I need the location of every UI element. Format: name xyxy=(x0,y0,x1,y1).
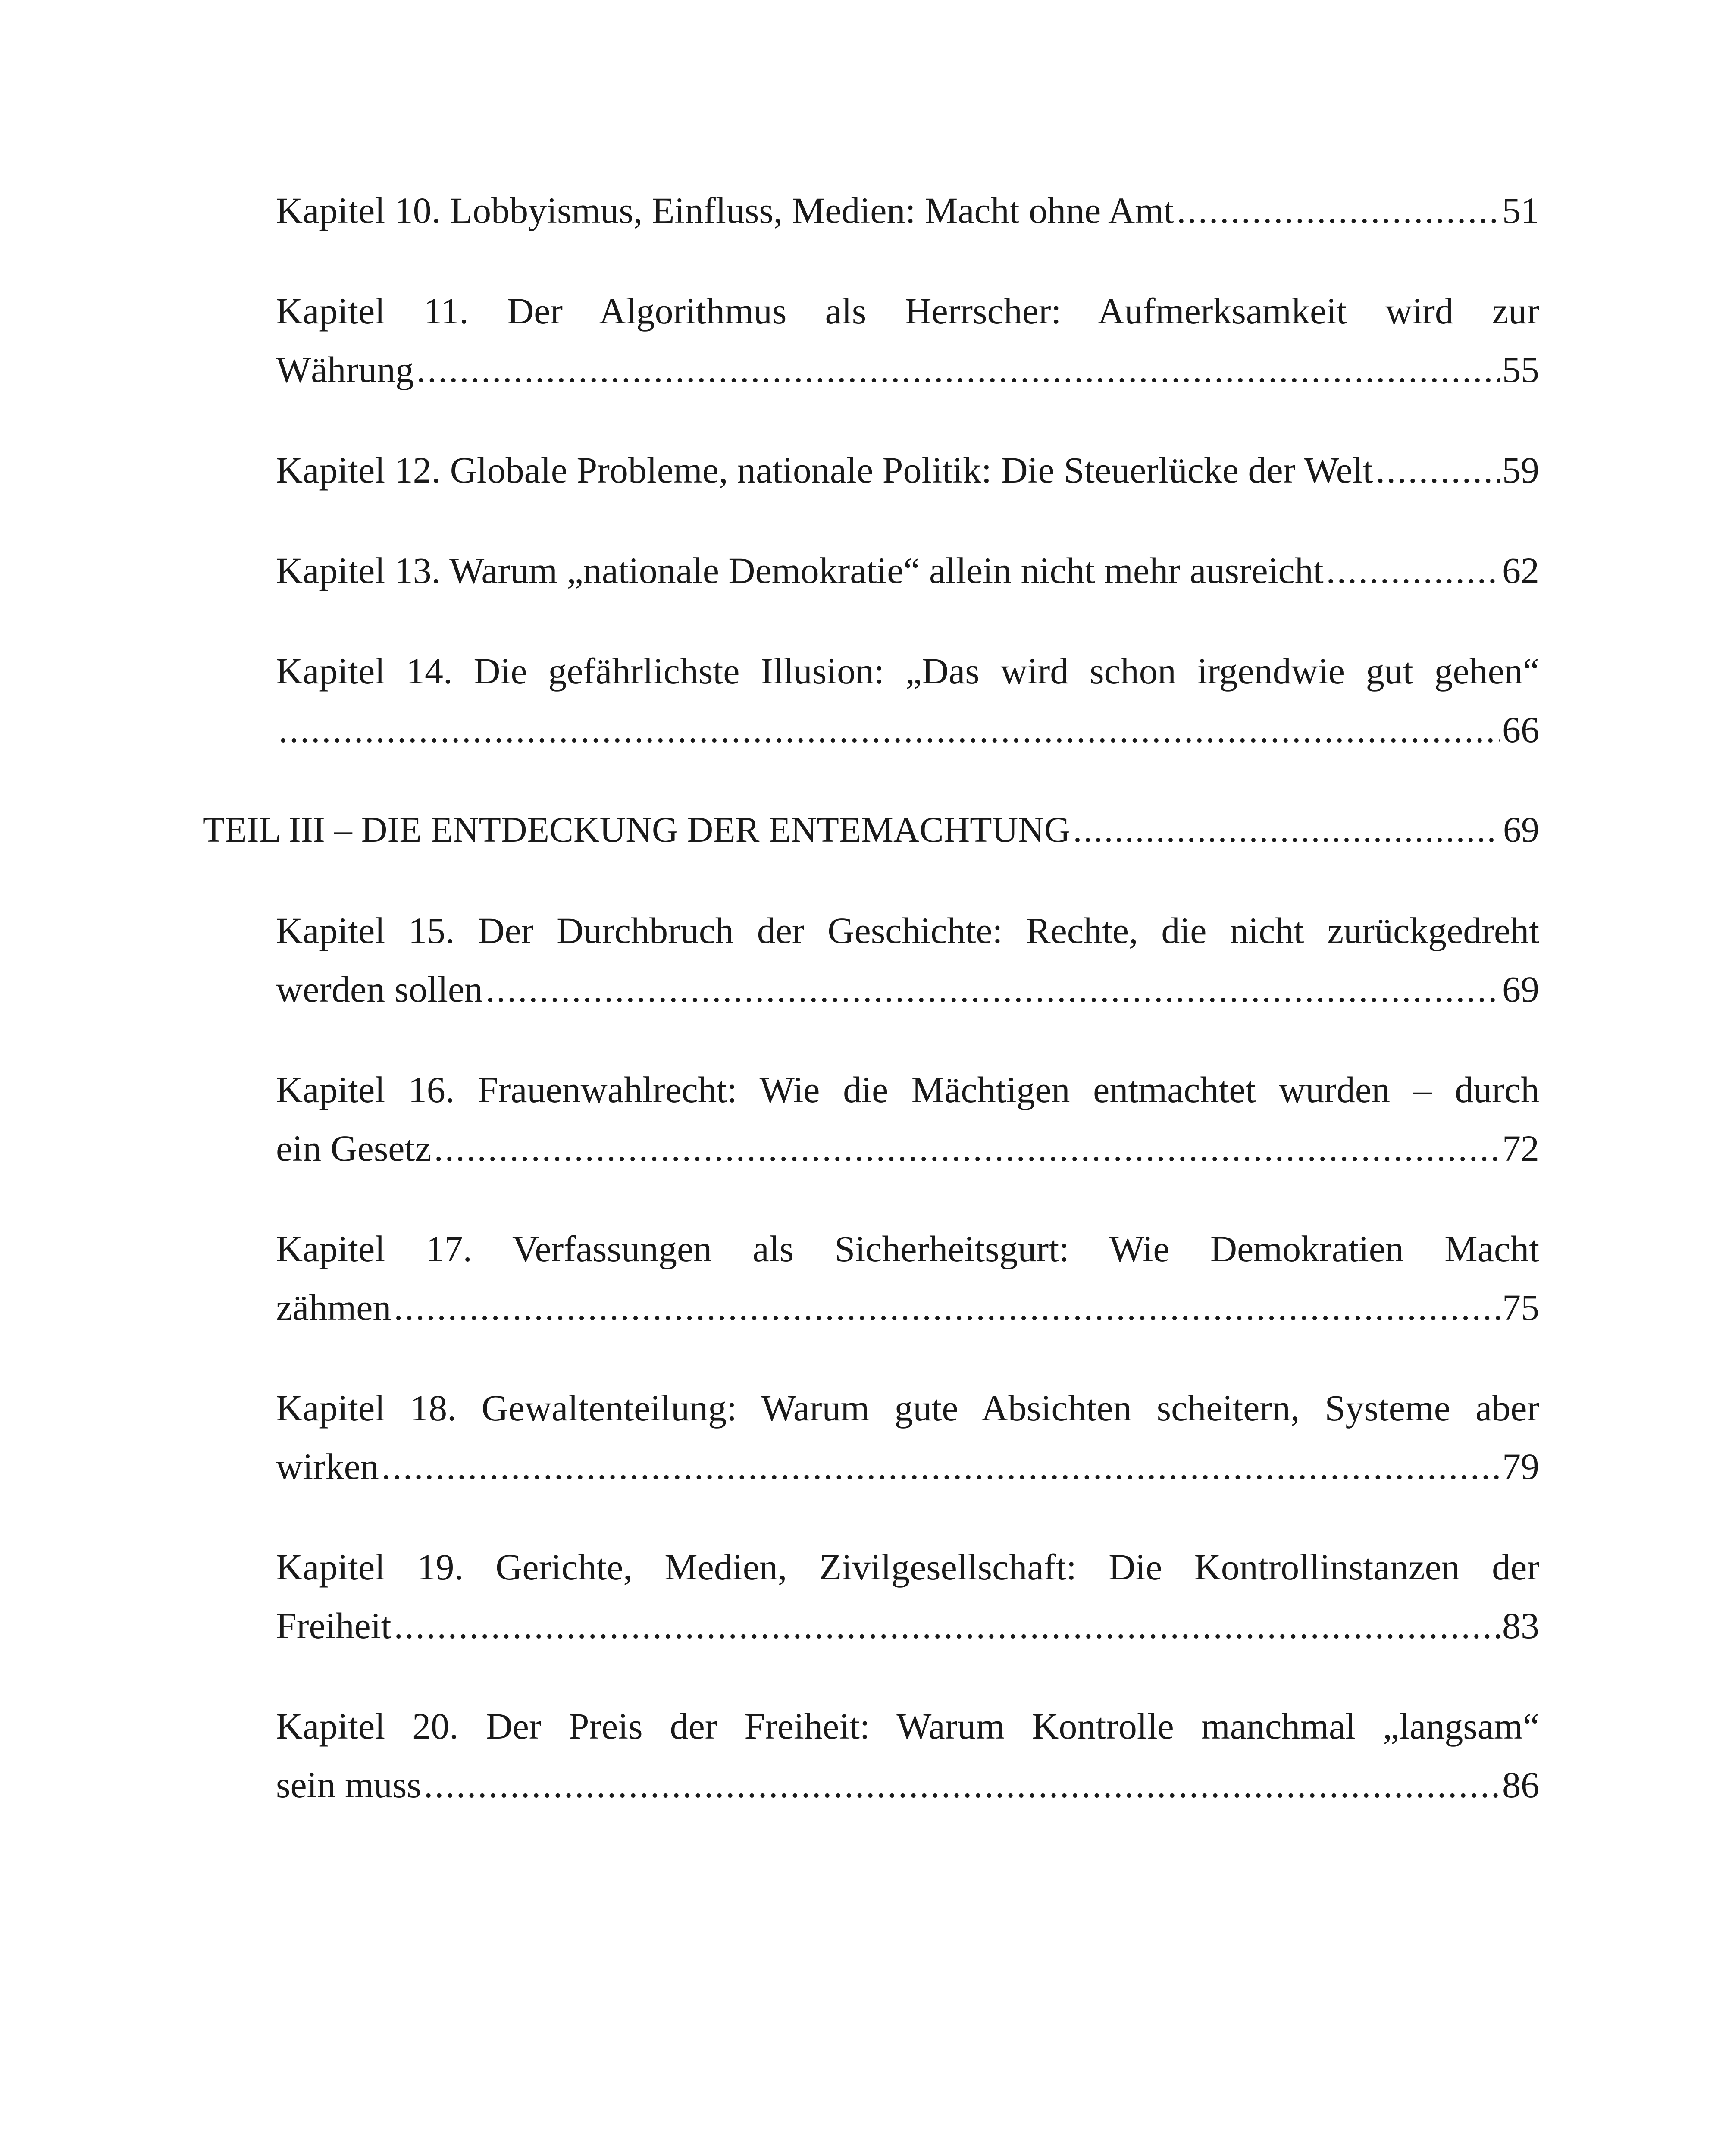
toc-entry-title: wirken xyxy=(276,1446,379,1487)
toc-entry-page: 75 xyxy=(1502,1287,1539,1328)
toc-entry-kapitel-18[interactable] xyxy=(276,1379,1539,1496)
toc-entry-title: Kapitel 13. Warum „nationale Demokratie“ allein nicht mehr ausreicht xyxy=(276,550,1324,591)
toc-entry-page: 59 xyxy=(1502,449,1539,491)
toc-entry-title-line: Kapitel 19. Gerichte, Medien, Zivilgesellschaft: Die Kontrollinstanzen der xyxy=(276,1546,1539,1588)
toc-entry-kapitel-17[interactable] xyxy=(276,1219,1539,1337)
toc-entry-row xyxy=(276,1755,1539,1814)
toc-entry-kapitel-12[interactable] xyxy=(276,441,1539,499)
toc-entry-kapitel-13[interactable] xyxy=(276,541,1539,600)
toc-entry-page: 62 xyxy=(1502,550,1539,591)
toc-entry-title: ein Gesetz xyxy=(276,1128,432,1169)
toc-entry-row xyxy=(276,340,1539,399)
toc-entry-title-line: Kapitel 16. Frauenwahlrecht: Wie die Mächtigen entmachtet wurden – durch xyxy=(276,1069,1539,1110)
toc-entry-title: zähmen xyxy=(276,1287,392,1328)
toc-entry-title-line: Kapitel 18. Gewaltenteilung: Warum gute Absichten scheitern, Systeme aber xyxy=(276,1387,1539,1429)
dot-leader xyxy=(1073,801,1500,859)
toc-entry-page: 86 xyxy=(1502,1764,1539,1805)
toc-entry-row xyxy=(276,441,1539,499)
dot-leader xyxy=(417,340,1500,399)
toc-entry-title: Kapitel 12. Globale Probleme, nationale Politik: Die Steuerlücke der Welt xyxy=(276,449,1373,491)
toc-entry-title-line: Kapitel 17. Verfassungen als Sicherheitsgurt: Wie Demokratien Macht xyxy=(276,1228,1539,1269)
toc-entry-row xyxy=(276,700,1539,759)
dot-leader xyxy=(434,1119,1500,1178)
toc-entry-kapitel-16[interactable] xyxy=(276,1060,1539,1178)
dot-leader xyxy=(424,1755,1500,1814)
toc-entry-kapitel-19[interactable] xyxy=(276,1538,1539,1655)
toc-entry-page: 66 xyxy=(1502,709,1539,750)
toc-entry-page: 83 xyxy=(1502,1605,1539,1646)
table-of-contents xyxy=(203,181,1539,1856)
toc-entry-row xyxy=(276,1119,1539,1178)
toc-entry-title: sein muss xyxy=(276,1764,421,1805)
toc-entry-kapitel-14[interactable] xyxy=(276,642,1539,759)
dot-leader xyxy=(1177,181,1500,240)
toc-entry-kapitel-15[interactable] xyxy=(276,901,1539,1018)
toc-entry-kapitel-11[interactable] xyxy=(276,282,1539,399)
toc-entry-row xyxy=(276,541,1539,600)
toc-entry-page: 79 xyxy=(1502,1446,1539,1487)
toc-entry-page: 72 xyxy=(1502,1128,1539,1169)
dot-leader xyxy=(394,1596,1500,1655)
toc-entry-title-line: Kapitel 20. Der Preis der Freiheit: Warum Kontrolle manchmal „langsam“ xyxy=(276,1705,1539,1747)
toc-entry-row xyxy=(203,801,1539,859)
toc-entry-page: 51 xyxy=(1502,190,1539,231)
dot-leader xyxy=(1376,441,1500,499)
toc-entry-row xyxy=(276,1596,1539,1655)
toc-part-title: TEIL III – DIE ENTDECKUNG DER ENTEMACHTUNG xyxy=(203,810,1071,850)
toc-entry-row xyxy=(276,1437,1539,1496)
toc-entry-title: Freiheit xyxy=(276,1605,392,1646)
toc-entry-title: werden sollen xyxy=(276,968,483,1010)
toc-entry-row xyxy=(276,960,1539,1018)
toc-entry-teil-3[interactable] xyxy=(203,801,1539,859)
toc-entry-page: 69 xyxy=(1503,810,1539,850)
toc-entry-title-line: Kapitel 11. Der Algorithmus als Herrscher: Aufmerksamkeit wird zur xyxy=(276,290,1539,332)
toc-entry-row xyxy=(276,1278,1539,1337)
toc-entry-page: 69 xyxy=(1502,968,1539,1010)
toc-entry-title: Kapitel 10. Lobbyismus, Einfluss, Medien: Macht ohne Amt xyxy=(276,190,1174,231)
toc-entry-page: 55 xyxy=(1502,349,1539,390)
toc-entry-title: Währung xyxy=(276,349,414,390)
toc-entry-kapitel-10[interactable] xyxy=(276,181,1539,240)
dot-leader xyxy=(394,1278,1500,1337)
toc-entry-kapitel-20[interactable] xyxy=(276,1697,1539,1814)
toc-entry-title-line: Kapitel 15. Der Durchbruch der Geschichte: Rechte, die nicht zurückgedreht xyxy=(276,910,1539,951)
toc-entry-row xyxy=(276,181,1539,240)
dot-leader xyxy=(1326,541,1500,600)
dot-leader xyxy=(279,700,1500,759)
dot-leader xyxy=(382,1437,1500,1496)
dot-leader xyxy=(485,960,1500,1018)
toc-entry-title-line: Kapitel 14. Die gefährlichste Illusion: „Das wird schon irgendwie gut gehen“ xyxy=(276,650,1539,692)
